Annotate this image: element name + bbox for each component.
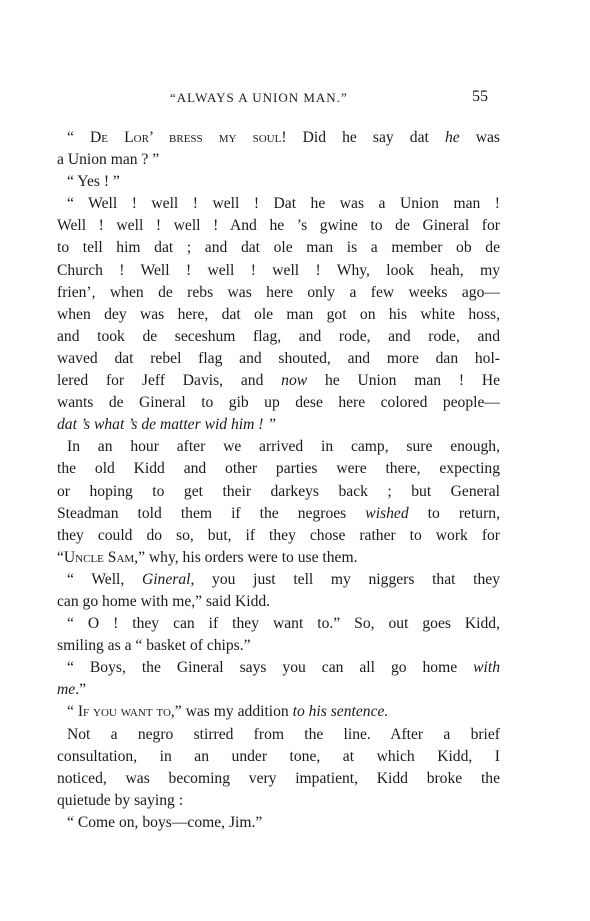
text-segment: he Union man ! He [307,372,500,390]
text-line [57,282,500,304]
italic-text: he [444,129,460,146]
text-segment: when dey was here, dat ole man got on his white hoss, [57,305,500,323]
text-segment: Not a negro stirred from the line. After a brief [67,725,500,743]
text-line [57,436,500,458]
text-segment: ,” why, his orders were to use them. [134,548,358,566]
text-segment: ,” was my addition [170,703,293,721]
text-line [57,237,500,259]
text-line [57,790,500,812]
text-line [57,326,500,348]
text-segment: Well ! well ! well ! And he ’s gwine to de Gineral for [57,217,500,235]
text-segment: to return, [408,504,500,522]
text-line [57,569,500,591]
text-segment: ! Did he say dat [281,129,445,146]
text-segment: “ Come on, boys—come, Jim.” [67,813,263,831]
italic-text: now [281,372,308,390]
text-line [57,193,500,215]
body-text [57,127,500,834]
text-line [57,370,500,392]
text-segment: lered for Jeff Davis, and [57,372,282,390]
italic-text: to his sentence. [292,703,389,721]
text-segment: “ Yes ! ” [67,173,120,191]
text-segment: frien’, when de rebs was here only a few weeks ago— [57,283,500,301]
text-segment: can go home with me,” said Kidd. [57,592,271,610]
text-line [57,635,500,657]
text-segment: a Union man ? ” [57,151,160,169]
italic-text: Gineral [141,570,191,588]
text-line [57,392,500,414]
text-segment: wants de Gineral to gib up dese here colored people— [57,394,500,412]
page-header [60,90,490,112]
text-line [57,812,500,834]
text-line [57,503,500,525]
text-segment: “ O ! they can if they want to.” So, out goes Kidd, [67,615,500,633]
text-line [57,260,500,282]
text-line [57,768,500,790]
italic-text: wished [365,504,409,522]
text-line [57,746,500,768]
text-segment: noticed, was becoming very impatient, Kidd broke the [57,769,500,787]
italic-text: me [57,681,76,699]
text-segment: and took de seceshum flag, and rode, and rode, and [57,327,500,345]
text-line [57,348,500,370]
small-caps-text: If you want to [77,703,171,721]
small-caps-text: Uncle Sam [63,548,135,566]
text-segment: they could do so, but, if they chose rather to work for [57,526,500,544]
text-segment: “ [67,703,78,721]
small-caps-text: De Lor’ bress my soul [90,129,282,146]
text-segment: the old Kidd and other parties were there, expecting [57,460,500,478]
text-line [57,547,500,569]
text-segment: “ Boys, the Gineral says you can all go home [67,659,474,677]
text-segment: or hoping to get their darkeys back ; but General [57,482,500,500]
text-segment: consultation, in an under tone, at which Kidd, I [57,747,500,765]
text-segment: Church ! Well ! well ! well ! Why, look heah, my [57,261,500,279]
text-segment: “ [67,129,91,146]
text-segment: was [459,129,501,146]
text-line [57,414,500,436]
text-line [57,657,500,679]
text-line [57,215,500,237]
text-segment: smiling as a “ basket of chips.” [57,637,251,655]
text-segment: .” [75,681,87,699]
text-segment: “ Well ! well ! well ! Dat he was a Union man ! [67,195,500,213]
text-line [57,171,500,193]
text-line [57,613,500,635]
page-number: 55 [472,88,488,105]
italic-text: dat ’s what ’s de matter wid him ! ” [57,416,277,434]
text-line [57,127,500,149]
text-segment: quietude by saying : [57,791,184,809]
text-line [57,701,500,723]
italic-text: with [473,659,500,677]
text-segment: Steadman told them if the negroes [57,504,366,522]
text-segment: , you just tell my niggers that they [190,570,501,588]
text-line [57,679,500,701]
text-segment: waved dat rebel flag and shouted, and more dan hol- [57,349,500,367]
running-head: “ALWAYS A UNION MAN.” [170,90,348,105]
text-segment: “ [57,548,64,566]
text-segment: In an hour after we arrived in camp, sure enough, [67,438,500,456]
text-line [57,304,500,326]
text-line [57,149,500,171]
text-line [57,724,500,746]
text-line [57,525,500,547]
text-segment: to tell him dat ; and dat ole man is a member ob de [57,239,500,257]
text-line [57,481,500,503]
text-line [57,458,500,480]
text-line [57,591,500,613]
text-segment: “ Well, [67,570,142,588]
